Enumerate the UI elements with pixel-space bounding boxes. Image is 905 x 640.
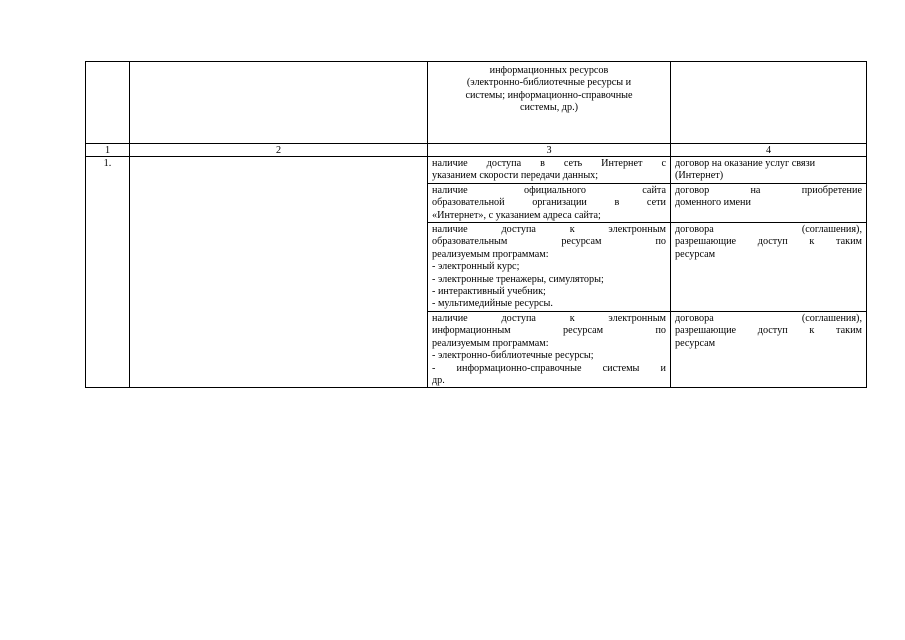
- text-line: ресурсам: [675, 248, 716, 260]
- text-line: реализуемым программам:: [432, 337, 549, 349]
- text-line: образовательным ресурсам по: [432, 236, 666, 248]
- text-line: договора (соглашения),: [675, 312, 862, 324]
- text-line: ресурсам: [675, 337, 716, 349]
- text-line: наличие доступа к электронным: [432, 312, 666, 324]
- column-number: 4: [671, 144, 867, 157]
- requirement-cell: [428, 183, 671, 222]
- text-line: наличие доступа к электронным: [432, 224, 666, 236]
- header-line: информационных ресурсов: [489, 65, 609, 76]
- text-line: доменного имени: [675, 197, 751, 209]
- text-line: реализуемым программам:: [432, 248, 549, 260]
- text-line: - мультимедийные ресурсы.: [432, 298, 553, 310]
- text-line: договор на приобретение: [675, 184, 862, 196]
- text-line: др.: [432, 374, 445, 386]
- text-line: - информационно-справочные системы и: [432, 362, 666, 374]
- column-number-row: [86, 144, 867, 157]
- text-line: (Интернет): [675, 170, 724, 182]
- table-row: [86, 157, 867, 184]
- text-line: - электронно-библиотечные ресурсы;: [432, 350, 594, 362]
- text-line: наличие доступа в сеть Интернет с: [432, 158, 666, 169]
- text-line: наличие официального сайта: [432, 184, 666, 196]
- document-cell: [671, 311, 867, 387]
- requirement-cell: [428, 157, 671, 184]
- header-line: системы; информационно-справочные: [465, 89, 633, 101]
- column-number: 2: [130, 144, 428, 157]
- text-line: информационным ресурсам по: [432, 325, 666, 337]
- column-number: 3: [428, 144, 671, 157]
- text-line: разрешающие доступ к таким: [675, 325, 862, 337]
- text-line: разрешающие доступ к таким: [675, 236, 862, 248]
- requirement-cell: [428, 311, 671, 387]
- text-line: «Интернет», с указанием адреса сайта;: [432, 209, 601, 221]
- column-number: 1: [86, 144, 130, 157]
- text-line: - электронный курс;: [432, 261, 520, 273]
- text-line: - электронные тренажеры, симуляторы;: [432, 273, 604, 285]
- header-line: (электронно-библиотечные ресурсы и: [466, 77, 632, 89]
- header-cell-3: [428, 62, 671, 144]
- document-cell: [671, 223, 867, 312]
- text-line: договора (соглашения),: [675, 224, 862, 236]
- header-line: системы, др.): [519, 102, 579, 114]
- text-line: договор на оказание услуг связи: [675, 158, 816, 169]
- header-cell-1: [86, 62, 130, 144]
- document-cell: [671, 157, 867, 184]
- requirement-cell: [428, 223, 671, 312]
- header-cell-2: [130, 62, 428, 144]
- text-line: указанием скорости передачи данных;: [432, 170, 599, 182]
- row-number: 1.: [86, 157, 130, 388]
- text-line: образовательной организации в сети: [432, 197, 666, 209]
- row-description-cell: [130, 157, 428, 388]
- header-cell-4: [671, 62, 867, 144]
- resources-table: [85, 61, 867, 388]
- document-cell: [671, 183, 867, 222]
- header-row: [86, 62, 867, 144]
- text-line: - интерактивный учебник;: [432, 286, 546, 298]
